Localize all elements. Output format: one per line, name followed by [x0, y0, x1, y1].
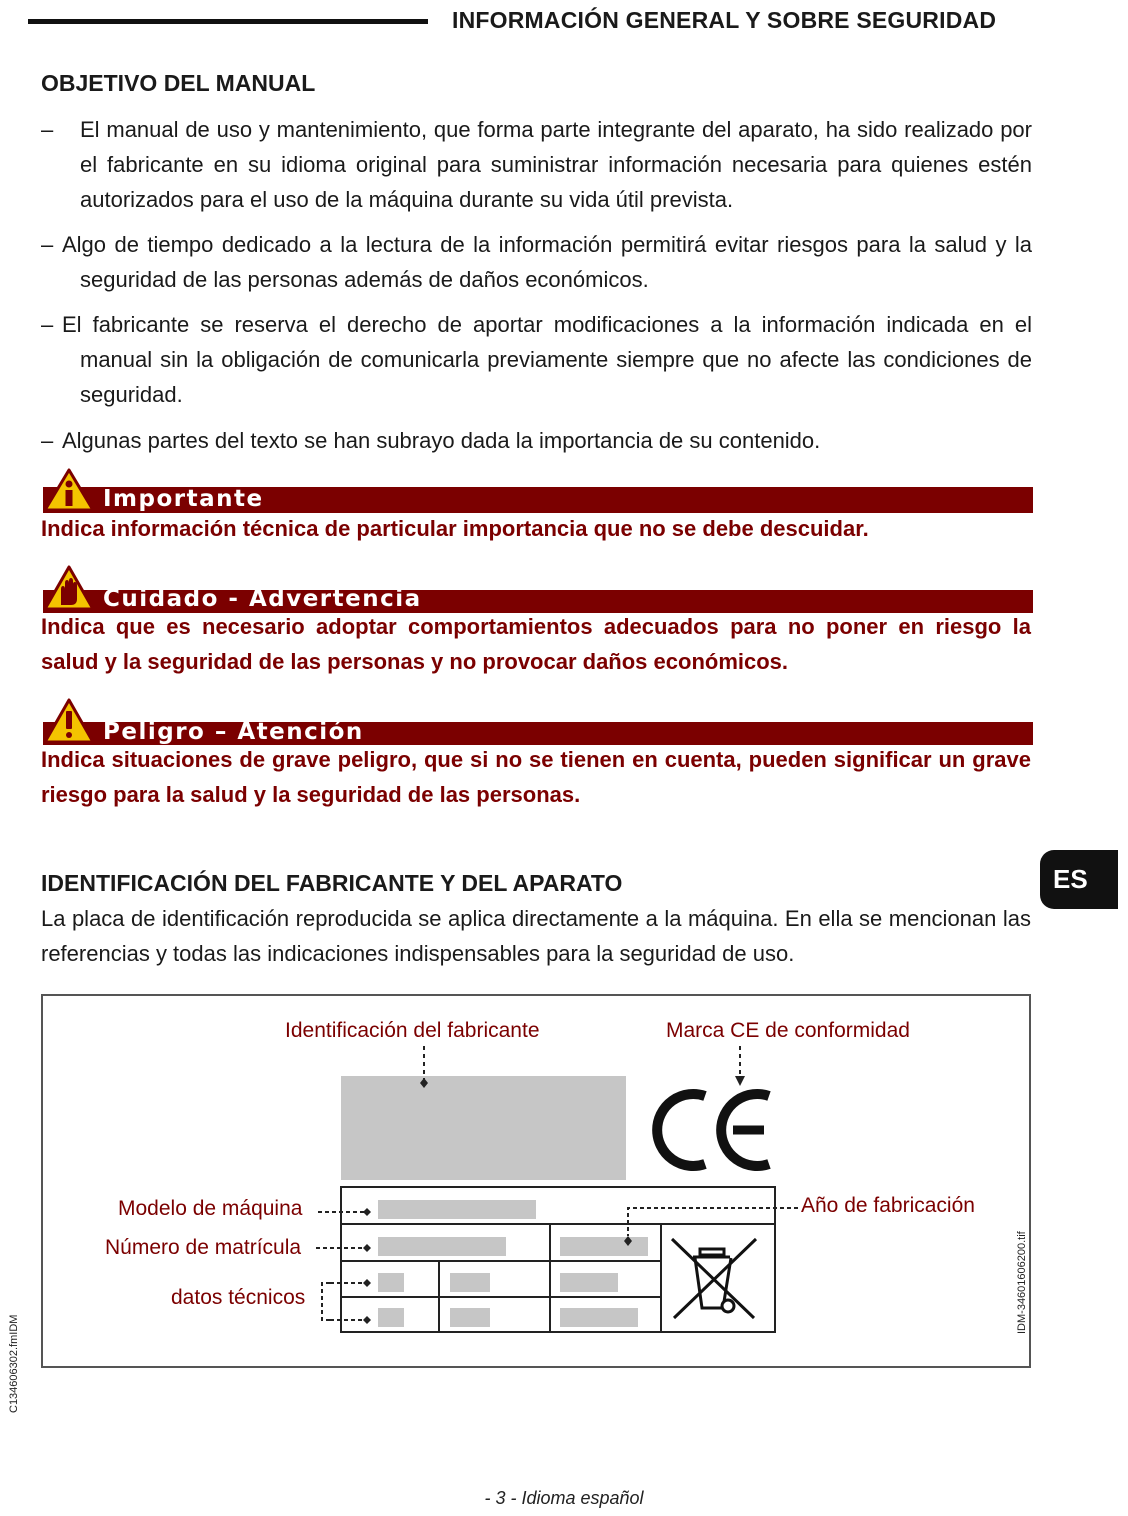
warning-text-peligro: Indica situaciones de grave peligro, que si no se tienen en cuenta, pueden significar un grave riesgo para la salud y la seguridad de las personas.: [41, 747, 1031, 807]
list-dash: –: [41, 312, 54, 337]
label-fabricante: Identificación del fabricante: [285, 1019, 540, 1042]
section-heading-identificacion: IDENTIFICACIÓN DEL FABRICANTE Y DEL APARATO: [41, 870, 623, 896]
source-code-text: C134606302.fmIDM: [8, 1314, 20, 1413]
list-dash: –: [41, 117, 54, 142]
section-heading-objetivo: OBJETIVO DEL MANUAL: [41, 70, 316, 96]
image-id-text: IDM-34601606200.tif: [1016, 1231, 1028, 1334]
list-dash: –: [41, 232, 54, 257]
page-header-title: INFORMACIÓN GENERAL Y SOBRE SEGURIDAD: [452, 7, 997, 33]
label-ce: Marca CE de conformidad: [666, 1019, 910, 1042]
warning-text-cuidado: Indica que es necesario adoptar comportamientos adecuados para no poner en riesgo la salud y la seguridad de las personas y no provocar daños económicos.: [41, 614, 1031, 674]
leader-dots-left: [363, 1208, 371, 1324]
page-footer: - 3 - Idioma español: [484, 1488, 644, 1508]
identificacion-text: La placa de identificación reproducida se aplica directamente a la máquina. En ella se mencionan las referencias y todas las indicaciones indispensables para la seguridad de uso.: [41, 906, 1031, 966]
leader-arrow: [735, 1076, 745, 1086]
label-modelo: Modelo de máquina: [118, 1197, 303, 1220]
ce-mark-icon: [657, 1094, 769, 1166]
warning-title-peligro: Peligro – Atención: [103, 719, 364, 745]
label-datos: datos técnicos: [171, 1286, 306, 1309]
label-matricula: Número de matrícula: [105, 1236, 302, 1259]
warning-title-importante: Importante: [103, 486, 264, 512]
plate-fields: [378, 1200, 648, 1327]
list-item-text: Algo de tiempo dedicado a la lectura de la información permitirá evitar riesgos para la salud y la seguridad de las personas además de daños económicos.: [62, 232, 1032, 292]
language-tab-label: ES: [1053, 864, 1088, 894]
label-anio: Año de fabricación: [801, 1194, 975, 1217]
list-item-text: El fabricante se reserva el derecho de aportar modificaciones a la información indicada en el manual sin la obligación de comunicarla previamente siempre que no afecte las condiciones de seguridad.: [62, 312, 1032, 407]
warning-title-cuidado: Cuidado - Advertencia: [103, 586, 422, 612]
list-dash: –: [41, 428, 54, 453]
warning-text-importante: Indica información técnica de particular importancia que no se debe descuidar.: [41, 516, 869, 541]
list-item-text: Algunas partes del texto se han subrayo dada la importancia de su contenido.: [62, 428, 821, 453]
manufacturer-area: [341, 1076, 626, 1180]
crossed-bin-icon: [672, 1239, 756, 1318]
list-item-text: El manual de uso y mantenimiento, que forma parte integrante del aparato, ha sido realizado por el fabricante en su idioma original para suministrar información necesaria para quienes estén autorizados para el uso de la máquina durante su vida útil prevista.: [80, 117, 1032, 212]
leader-line-year: [628, 1208, 798, 1236]
